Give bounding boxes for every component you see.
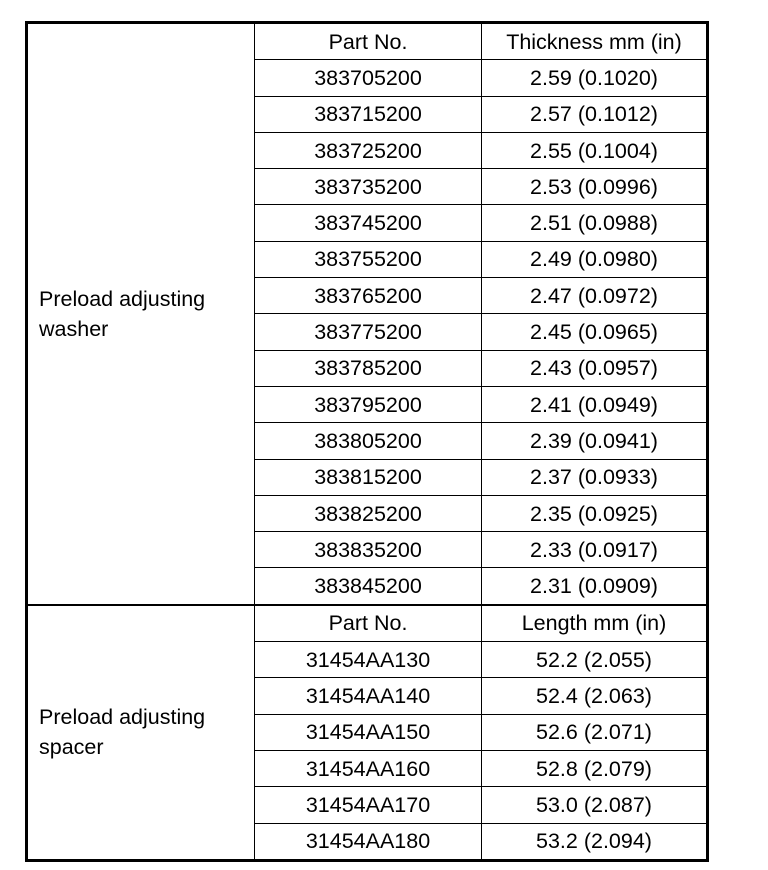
part-no-cell: 383755200 <box>255 241 482 277</box>
part-no-cell: 383765200 <box>255 278 482 314</box>
item-name-line: washer <box>39 316 109 341</box>
part-no-cell: 31454AA160 <box>255 750 482 786</box>
part-no-cell: 31454AA130 <box>255 642 482 678</box>
part-no-cell: 383835200 <box>255 532 482 568</box>
part-no-cell: 383805200 <box>255 423 482 459</box>
item-name-line: Preload adjusting <box>39 286 206 311</box>
dimension-cell: 2.49 (0.0980) <box>482 241 708 277</box>
preload-spec-table <box>25 21 709 862</box>
dimension-cell: 2.47 (0.0972) <box>482 278 708 314</box>
part-no-cell: 383845200 <box>255 568 482 605</box>
part-no-cell: 383815200 <box>255 459 482 495</box>
part-no-header: Part No. <box>255 605 482 642</box>
dimension-cell: 2.37 (0.0933) <box>482 459 708 495</box>
spec-table-body <box>27 23 708 861</box>
dimension-cell: 2.39 (0.0941) <box>482 423 708 459</box>
part-no-cell: 383705200 <box>255 60 482 96</box>
part-no-cell: 383775200 <box>255 314 482 350</box>
dimension-cell: 52.8 (2.079) <box>482 750 708 786</box>
section-header-row <box>27 23 708 60</box>
dimension-cell: 2.43 (0.0957) <box>482 350 708 386</box>
part-no-cell: 383785200 <box>255 350 482 386</box>
dimension-cell: 53.2 (2.094) <box>482 823 708 860</box>
dimension-cell: 2.35 (0.0925) <box>482 495 708 531</box>
dimension-cell: 2.45 (0.0965) <box>482 314 708 350</box>
dimension-cell: 52.2 (2.055) <box>482 642 708 678</box>
dimension-cell: 2.41 (0.0949) <box>482 386 708 422</box>
part-no-cell: 383715200 <box>255 96 482 132</box>
section-header-row <box>27 605 708 642</box>
part-no-cell: 383725200 <box>255 132 482 168</box>
part-no-cell: 383735200 <box>255 169 482 205</box>
item-name-cell <box>27 23 255 605</box>
dimension-cell: 2.33 (0.0917) <box>482 532 708 568</box>
part-no-cell: 383825200 <box>255 495 482 531</box>
part-no-cell: 383745200 <box>255 205 482 241</box>
dimension-cell: 2.57 (0.1012) <box>482 96 708 132</box>
item-name-line: Preload adjusting <box>39 705 206 730</box>
dimension-cell: 52.6 (2.071) <box>482 714 708 750</box>
part-no-cell: 31454AA170 <box>255 787 482 823</box>
item-name-line: spacer <box>39 735 104 760</box>
part-no-cell: 31454AA180 <box>255 823 482 860</box>
dimension-header: Length mm (in) <box>482 605 708 642</box>
dimension-cell: 2.55 (0.1004) <box>482 132 708 168</box>
dimension-cell: 2.51 (0.0988) <box>482 205 708 241</box>
dimension-header: Thickness mm (in) <box>482 23 708 60</box>
part-no-cell: 383795200 <box>255 386 482 422</box>
part-no-cell: 31454AA150 <box>255 714 482 750</box>
item-name-cell <box>27 605 255 861</box>
dimension-cell: 2.31 (0.0909) <box>482 568 708 605</box>
dimension-cell: 2.59 (0.1020) <box>482 60 708 96</box>
dimension-cell: 2.53 (0.0996) <box>482 169 708 205</box>
part-no-cell: 31454AA140 <box>255 678 482 714</box>
dimension-cell: 52.4 (2.063) <box>482 678 708 714</box>
dimension-cell: 53.0 (2.087) <box>482 787 708 823</box>
part-no-header: Part No. <box>255 23 482 60</box>
